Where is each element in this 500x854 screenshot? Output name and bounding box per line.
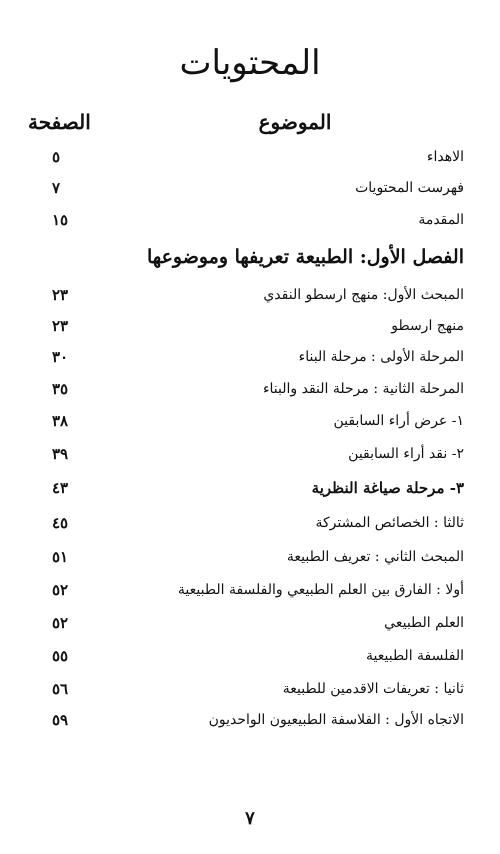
chapter-heading: الفصل الأول: الطبيعة تعريفها وموضوعها <box>147 246 464 268</box>
toc-entry-text: المبحث الأول: منهج ارسطو النقدي <box>263 287 464 303</box>
toc-row <box>0 474 500 502</box>
page-number: ٧ <box>245 808 255 829</box>
toc-entry-page: ٥٢ <box>52 581 69 599</box>
toc-entry-text: ثانيا : تعريفات الاقدمين للطبيعة <box>282 681 464 697</box>
toc-entry-page: ٥٥ <box>52 647 69 665</box>
toc-entry-text: منهج ارسطو <box>391 318 464 334</box>
toc-row <box>0 343 500 371</box>
toc-entry-page: ٤٣ <box>52 479 69 497</box>
subject-column-header: الموضوع <box>258 110 332 134</box>
toc-row <box>0 642 500 670</box>
toc-row <box>0 407 500 435</box>
toc-entry-text: الفلسفة الطبيعية <box>366 648 464 664</box>
toc-row <box>0 543 500 571</box>
page-column-header: الصفحة <box>28 110 91 134</box>
toc-entry-page: ٣٥ <box>52 380 69 398</box>
toc-entry-page: ٤٥ <box>52 514 69 532</box>
toc-entry-text: الاتجاه الأول : الفلاسفة الطبيعيون الواحديون <box>208 712 464 728</box>
toc-row <box>0 312 500 340</box>
toc-row <box>0 706 500 734</box>
toc-row <box>0 440 500 468</box>
toc-entry-page: ٣٠ <box>52 348 69 366</box>
toc-entry-text: العلم الطبيعي <box>384 615 464 631</box>
toc-row <box>0 576 500 604</box>
toc-entry-page: ٥١ <box>52 548 69 566</box>
toc-entry-page: ٥٢ <box>52 614 69 632</box>
toc-entry-page: ٣٨ <box>52 412 69 430</box>
toc-entry-page: ٥ <box>52 148 61 166</box>
toc-row <box>0 174 500 202</box>
toc-entry-text: فهرست المحتويات <box>355 180 464 196</box>
toc-entry-text: ٣- مرحلة صياغة النظرية <box>311 479 464 497</box>
toc-entry-text: ١- عرض أراء السابقين <box>333 413 464 429</box>
toc-row <box>0 509 500 537</box>
toc-entry-page: ٥٦ <box>52 680 69 698</box>
toc-entry-text: المرحلة الثانية : مرحلة النقد والبناء <box>262 381 464 397</box>
toc-entry-page: ٢٣ <box>52 286 69 304</box>
toc-entry-text: أولا : الفارق بين العلم الطبيعي والفلسفة الطبيعية <box>177 582 464 598</box>
toc-entry-text: المقدمة <box>418 212 464 228</box>
toc-entry-text: المبحث الثاني : تعريف الطبيعة <box>286 549 464 565</box>
toc-entry-page: ٣٩ <box>52 445 69 463</box>
toc-entry-page: ١٥ <box>52 211 69 229</box>
toc-entry-text: الاهداء <box>426 149 464 165</box>
toc-entry-page: ٧ <box>52 179 61 197</box>
toc-row <box>0 206 500 234</box>
toc-row <box>0 675 500 703</box>
page-title: المحتويات <box>179 43 321 83</box>
toc-entry-text: ٢- نقد أراء السابقين <box>348 446 464 462</box>
toc-row <box>0 281 500 309</box>
toc-entry-text: المرحلة الأولى : مرحلة البناء <box>298 349 464 365</box>
toc-row <box>0 143 500 171</box>
toc-entry-page: ٢٣ <box>52 317 69 335</box>
toc-row <box>0 375 500 403</box>
toc-row <box>0 609 500 637</box>
toc-entry-page: ٥٩ <box>52 711 69 729</box>
toc-entry-text: ثالثا : الخصائص المشتركة <box>315 515 464 531</box>
